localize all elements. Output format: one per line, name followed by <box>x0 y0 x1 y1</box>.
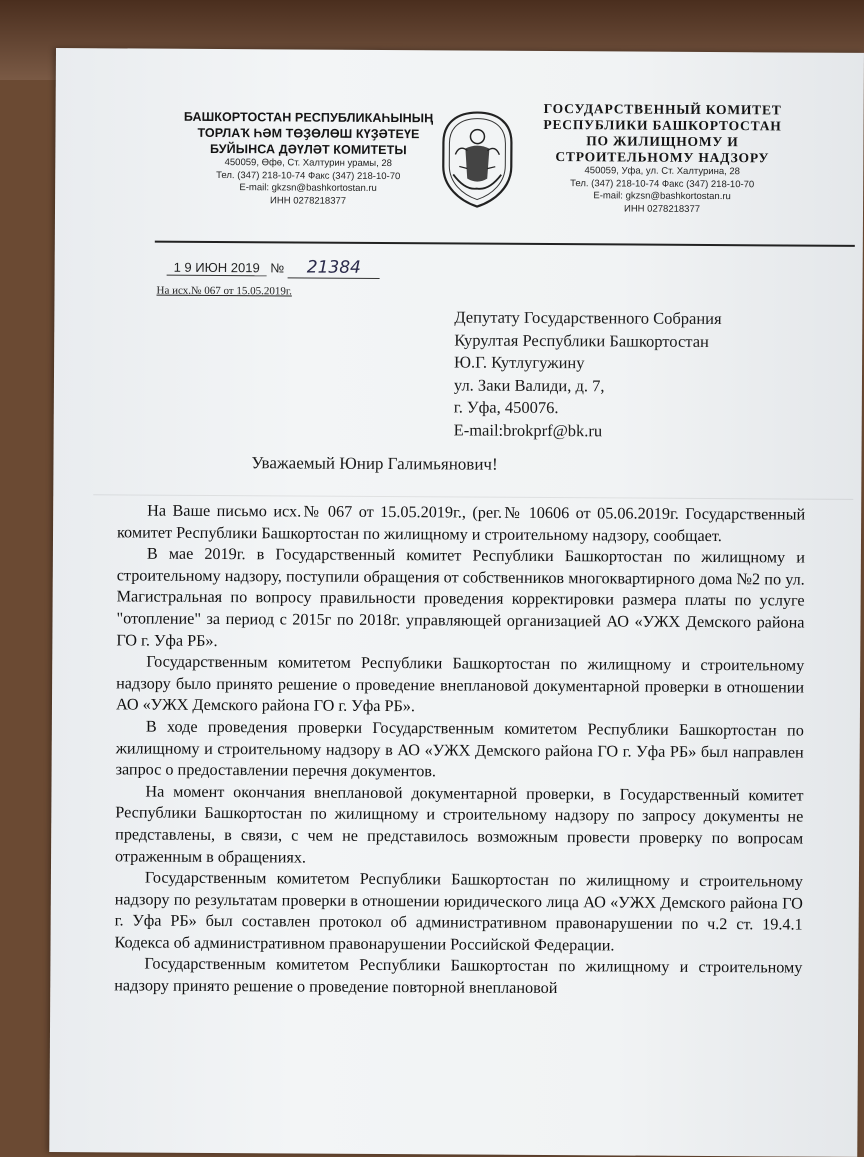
header-right-title-2: РЕСПУБЛИКИ БАШКОРТОСТАН <box>543 116 782 134</box>
paragraph: В ходе проведения проверки Государственным комитетом Республики Башкортостан по жилищному и строительному надзору в АО «УЖХ Демского района ГО г. Уфа РБ» был направлен запрос о предоставлении перечня документов. <box>115 717 804 781</box>
incoming-reference-text: На исх.№ 067 от 15.05.2019г. <box>156 284 292 298</box>
coat-of-arms-icon <box>437 108 518 208</box>
addressee-line-1: Депутату Государственного Собрания <box>454 307 722 329</box>
header-right-block <box>517 101 808 217</box>
header-right-inn: ИНН 0278218377 <box>623 202 701 215</box>
header-left-inn: ИНН 0278218377 <box>270 194 347 207</box>
addressee-block <box>454 306 722 443</box>
header-left-title-1: БАШКОРТОСТАН РЕСПУБЛИКАҺЫНЫҢ <box>183 109 434 126</box>
letter-page <box>49 48 864 1157</box>
addressee-email: E-mail:brokprf@bk.ru <box>453 419 603 440</box>
paragraph: В мае 2019г. в Государственный комитет Республики Башкортостан по жилищному и строительному надзору, поступили обращения от собственников многоквартирного дома №2 по ул. Магистральная по вопросу правильности проведения корректировки размера платы по услуге "отопление" за период с 2015г по 2018г. управляющей организацией АО «УЖХ Демского района ГО г. Уфа РБ». <box>116 544 805 650</box>
outgoing-number: 21384 <box>288 257 380 279</box>
header-right-phone: Тел. (347) 218-10-74 Факс (347) 218-10-70 <box>570 177 755 190</box>
header-right-title-4: СТРОИТЕЛЬНОМУ НАДЗОРУ <box>555 149 770 166</box>
header-right-title-3: ПО ЖИЛИЩНОМУ И <box>586 133 739 150</box>
paragraph: Государственным комитетом Республики Башкортостан по жилищному и строительному надзору было принято решение о проведение внеплановой документарной проверки в отношении АО «УЖХ Демского района ГО г. Уфа РБ». <box>115 652 805 716</box>
header-left-email: E-mail: gkzsn@bashkortostan.ru <box>239 182 377 194</box>
header-divider <box>155 241 855 247</box>
addressee-line-4: ул. Заки Валиди, д. 7, <box>453 374 605 395</box>
paper-fold-line <box>93 494 853 500</box>
greeting: Уважаемый Юнир Галимьянович! <box>251 453 498 474</box>
paragraph: На Ваше письмо исх.№ 067 от 15.05.2019г., (рег.№ 10606 от 05.06.2019г. Государственный комитет Республики Башкортостан по жилищному и строительному надзору, сообщает. <box>116 501 806 545</box>
header-right-address: 450059, Уфа, ул. Ст. Халтурина, 28 <box>584 165 741 178</box>
header-left-address: 450059, Өфө, Ст. Халтурин урамы, 28 <box>224 157 393 170</box>
header-left-block <box>163 109 454 209</box>
addressee-line-3: Ю.Г. Кутлугужину <box>454 352 585 373</box>
paragraph: На момент окончания внеплановой документарной проверки, в Государственный комитет Республики Башкортостан по жилищному и строительному надзору по запросу документы не представлены, в связи, с чем не представилось возможным провести проверку по вопросам отраженным в обращениях. <box>115 782 804 867</box>
addressee-line-2: Курултая Республики Башкортостан <box>454 329 709 351</box>
paragraph: Государственным комитетом Республики Башкортостан по жилищному и строительному надзору принято решение о проведение повторной внеплановой <box>114 955 803 998</box>
paragraph: Государственным комитетом Республики Башкортостан по жилищному и строительному надзору по результатам проверки в отношении юридического лица АО «УЖХ Демского района ГО г. Уфа РБ» был составлен протокол об административном правонарушении по ч.2 ст. 19.4.1 Кодекса об административном правонарушении Российской Федерации. <box>114 868 803 955</box>
letter-body <box>114 500 805 1001</box>
number-sign: № <box>270 260 285 276</box>
header-right-email: E-mail: gkzsn@bashkortostan.ru <box>593 190 731 203</box>
header-left-title-3: БУЙЫНСА ДӘҮЛӘТ КОМИТЕТЫ <box>209 141 407 158</box>
incoming-reference <box>156 285 291 298</box>
outgoing-reference <box>167 257 380 279</box>
header-left-title-2: ТОРЛАҠ ҺӘМ ТӨҘӨЛӨШ КҮҘӘТЕҮЕ <box>197 125 420 142</box>
outgoing-date: 1 9 ИЮН 2019 <box>167 260 267 277</box>
header-right-title-1: ГОСУДАРСТВЕННЫЙ КОМИТЕТ <box>543 100 782 118</box>
header-left-phone: Тел. (347) 218-10-74 Факс (347) 218-10-70 <box>216 169 401 182</box>
addressee-line-5: г. Уфа, 450076. <box>453 397 559 418</box>
